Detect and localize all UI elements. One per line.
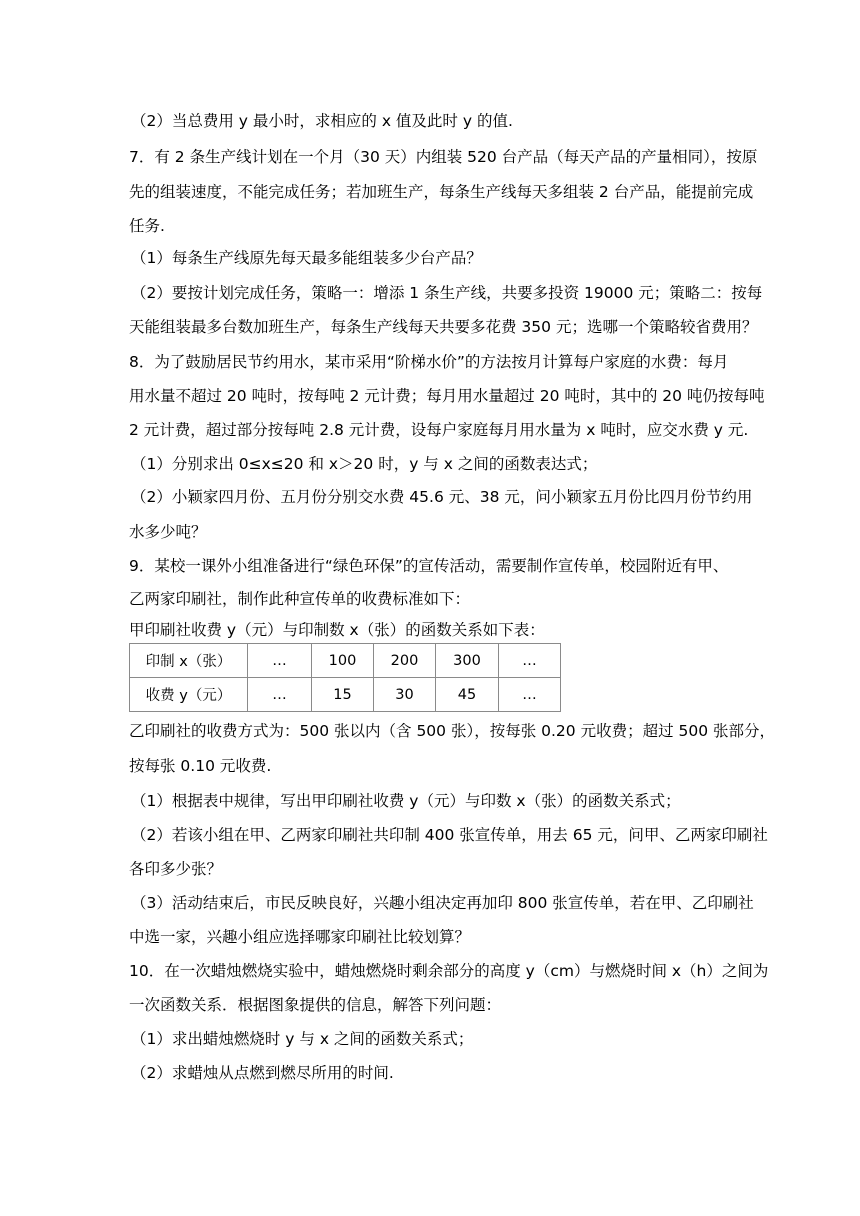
q7-stem-line-2: 先的组装速度，不能完成任务；若加班生产，每条生产线每天多组装 2 台产品，能提前完成	[129, 183, 754, 201]
q8-stem-line-3: 2 元计费，超过部分按每吨 2.8 元计费，设每户家庭每月用水量为 x 吨时，应交水费 y 元.	[129, 421, 749, 439]
q8-stem-line-2: 用水量不超过 20 吨时，按每吨 2 元计费；每月用水量超过 20 吨时，其中的 20 吨仍按每吨	[129, 387, 765, 405]
q10-stem-line-2: 一次函数关系．根据图象提供的信息，解答下列问题：	[129, 996, 502, 1014]
table-cell: 30	[374, 678, 436, 712]
table-cell: 15	[312, 678, 374, 712]
table-cell: 印制 x（张）	[130, 644, 248, 678]
q10-part2: （2）求蜡烛从点燃到燃尽所用的时间.	[131, 1064, 394, 1082]
q9-stem-line-3: 甲印刷社收费 y（元）与印制数 x（张）的函数关系如下表：	[129, 621, 545, 639]
q10-stem-line-1: 10．在一次蜡烛燃烧实验中，蜡烛燃烧时剩余部分的高度 y（cm）与燃烧时间 x（h）之间为	[129, 962, 769, 980]
table-cell: …	[499, 678, 561, 712]
q7-part2-line-1: （2）要按计划完成任务，策略一：增添 1 条生产线，共要多投资 19000 元；策略二：按每	[131, 284, 763, 302]
table-cell: 100	[312, 644, 374, 678]
q7-stem-line-1: 7．有 2 条生产线计划在一个月（30 天）内组装 520 台产品（每天产品的产量相同），按原	[129, 148, 758, 166]
table-cell: 200	[374, 644, 436, 678]
q9-after-table-line-1: 乙印刷社的收费方式为：500 张以内（含 500 张），按每张 0.20 元收费；超过 500 张部分，	[129, 722, 776, 740]
q9-part3-line-1: （3）活动结束后，市民反映良好，兴趣小组决定再加印 800 张宣传单，若在甲、乙印刷社	[131, 894, 754, 912]
q8-part2-line-1: （2）小颖家四月份、五月份分别交水费 45.6 元、38 元，问小颖家五月份比四月份节约用	[131, 488, 753, 506]
table-cell: …	[248, 678, 312, 712]
table-cell: 收费 y（元）	[130, 678, 248, 712]
q9-part2-line-2: 各印多少张？	[129, 860, 223, 878]
q7-part2-line-2: 天能组装最多台数加班生产，每条生产线每天共要多花费 350 元；选哪一个策略较省费用？	[129, 318, 758, 336]
q9-part3-line-2: 中选一家，兴趣小组应选择哪家印刷社比较划算？	[129, 928, 471, 946]
table-cell: 300	[436, 644, 499, 678]
fee-table	[129, 643, 561, 712]
table-cell: …	[499, 644, 561, 678]
q9-part2-line-1: （2）若该小组在甲、乙两家印刷社共印制 400 张宣传单，用去 65 元，问甲、乙两家印刷社	[131, 826, 768, 844]
q9-stem-line-2: 乙两家印刷社，制作此种宣传单的收费标准如下：	[129, 590, 471, 608]
q7-part1: （1）每条生产线原先每天最多能组装多少台产品？	[131, 249, 482, 267]
q6-part2: （2）当总费用 y 最小时，求相应的 x 值及此时 y 的值.	[131, 112, 513, 130]
q10-part1: （1）求出蜡烛燃烧时 y 与 x 之间的函数关系式；	[131, 1030, 474, 1048]
table-row	[130, 678, 561, 712]
table-cell: …	[248, 644, 312, 678]
q9-stem-line-1: 9．某校一课外小组准备进行“绿色环保”的宣传活动，需要制作宣传单，校园附近有甲、	[129, 557, 729, 575]
q7-stem-line-3: 任务.	[129, 217, 165, 235]
q8-part2-line-2: 水多少吨？	[129, 523, 207, 541]
q8-stem-line-1: 8．为了鼓励居民节约用水，某市采用“阶梯水价”的方法按月计算每户家庭的水费：每月	[129, 353, 729, 371]
q9-part1: （1）根据表中规律，写出甲印刷社收费 y（元）与印数 x（张）的函数关系式；	[131, 792, 681, 810]
table-row	[130, 644, 561, 678]
q8-part1: （1）分别求出 0≤x≤20 和 x＞20 时，y 与 x 之间的函数表达式；	[131, 455, 598, 473]
q9-after-table-line-2: 按每张 0.10 元收费.	[129, 757, 272, 775]
table-cell: 45	[436, 678, 499, 712]
